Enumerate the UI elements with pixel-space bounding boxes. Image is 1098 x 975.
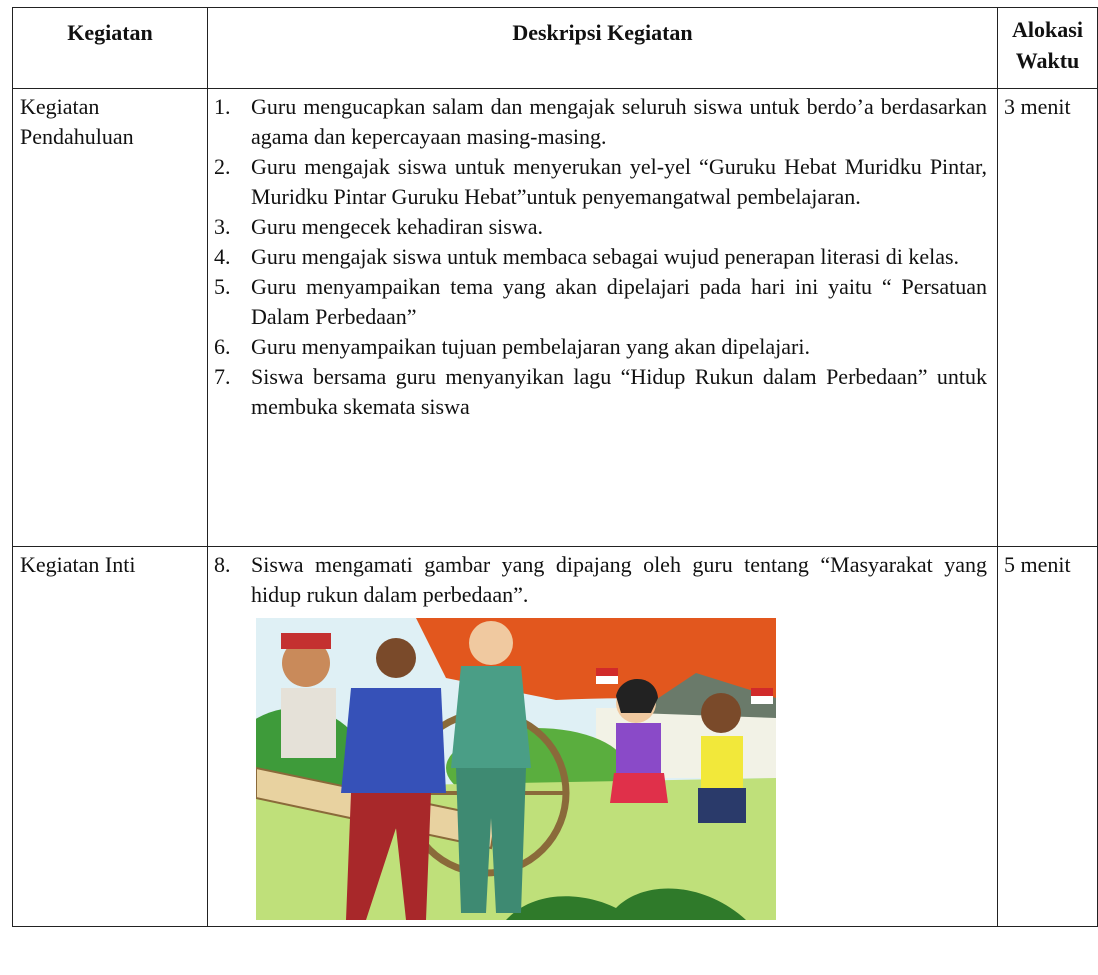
kegiatan-cell: Kegiatan Pendahuluan xyxy=(13,89,208,547)
girl-shirt xyxy=(616,723,661,773)
header-kegiatan: Kegiatan xyxy=(13,8,208,89)
list-item xyxy=(214,332,987,362)
table-header-row xyxy=(13,8,1098,89)
table-row xyxy=(13,547,1098,927)
list-item-text: Guru mengecek kehadiran siswa. xyxy=(251,214,544,239)
list-item xyxy=(214,272,987,332)
kegiatan-cell: Kegiatan Inti xyxy=(13,547,208,927)
flag-white xyxy=(596,676,618,684)
list-item-text: Guru menyampaikan tema yang akan dipelajari pada hari ini yaitu “ Persatuan Dalam Perbedaan” xyxy=(251,274,987,329)
list-item-number: 3. xyxy=(214,214,231,239)
person-left-body xyxy=(281,688,336,758)
list-item xyxy=(214,550,987,610)
list-item-text: Guru mengucapkan salam dan mengajak seluruh siswa untuk berdo’a berdasarkan agama dan kepercayaan masing-masing. xyxy=(251,94,987,149)
lesson-activity-table xyxy=(12,7,1098,927)
table-row xyxy=(13,89,1098,547)
list-item-text: Siswa mengamati gambar yang dipajang oleh guru tentang “Masyarakat yang hidup rukun dalam perbedaan”. xyxy=(251,552,987,607)
boy-shirt xyxy=(701,736,743,788)
list-item-number: 5. xyxy=(214,274,231,299)
list-item xyxy=(214,152,987,212)
waktu-cell: 3 menit xyxy=(998,89,1098,547)
boy-shorts xyxy=(698,788,746,823)
description-cell xyxy=(208,89,998,547)
list-item-text: Guru menyampaikan tujuan pembelajaran yang akan dipelajari. xyxy=(251,334,810,359)
list-item-number: 6. xyxy=(214,334,231,359)
community-illustration xyxy=(256,618,776,920)
person-green-top xyxy=(451,666,531,768)
girl-skirt xyxy=(610,773,668,803)
header-alokasi: Alokasi xyxy=(1012,17,1083,42)
list-item-number: 4. xyxy=(214,244,231,269)
list-item-number: 2. xyxy=(214,154,231,179)
list-item xyxy=(214,212,987,242)
activity-list xyxy=(214,92,987,422)
illustration-image xyxy=(256,618,776,920)
description-cell xyxy=(208,547,998,927)
list-item xyxy=(214,242,987,272)
red-headband xyxy=(281,633,331,649)
list-item-text: Guru mengajak siswa untuk menyerukan yel-yel “Guruku Hebat Muridku Pintar, Muridku Pintar Guruku Hebat”untuk penyemangatwal pembelajaran. xyxy=(251,154,987,209)
list-item-text: Guru mengajak siswa untuk membaca sebagai wujud penerapan literasi di kelas. xyxy=(251,244,960,269)
list-item-number: 1. xyxy=(214,94,231,119)
person-blue-head xyxy=(376,638,416,678)
waktu-cell: 5 menit xyxy=(998,547,1098,927)
header-waktu: Waktu xyxy=(1015,48,1080,73)
header-alokasi-waktu xyxy=(998,8,1098,89)
flag-white xyxy=(751,696,773,704)
boy-head xyxy=(701,693,741,733)
person-green-head xyxy=(469,621,513,665)
list-item xyxy=(214,92,987,152)
list-item-number: 8. xyxy=(214,552,231,577)
list-item xyxy=(214,362,987,422)
list-item-text: Siswa bersama guru menyanyikan lagu “Hidup Rukun dalam Perbedaan” untuk membuka skemata siswa xyxy=(251,364,987,419)
activity-list xyxy=(214,550,987,610)
header-deskripsi: Deskripsi Kegiatan xyxy=(208,8,998,89)
list-item-number: 7. xyxy=(214,364,231,389)
person-blue-shirt xyxy=(341,688,446,793)
